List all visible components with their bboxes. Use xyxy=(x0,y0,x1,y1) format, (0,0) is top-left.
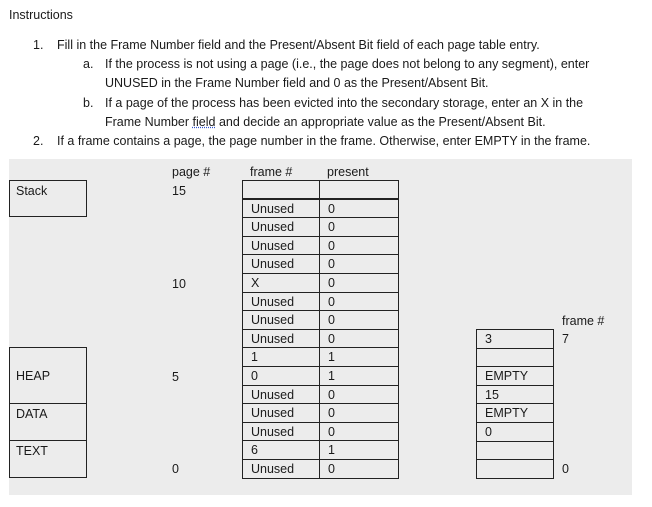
frame-number-cell[interactable]: Unused xyxy=(242,254,320,274)
physical-frame-cell[interactable] xyxy=(476,441,554,461)
present-bit-cell[interactable]: 1 xyxy=(319,440,399,460)
instruction-num: b. xyxy=(83,96,94,110)
physical-frame-cell[interactable] xyxy=(476,348,554,368)
present-header: present xyxy=(327,165,369,179)
instruction-text: UNUSED in the Frame Number field and 0 as the Present/Absent Bit. xyxy=(105,76,489,90)
instruction-num: 2. xyxy=(33,134,44,148)
frame-number-cell[interactable]: Unused xyxy=(242,422,320,442)
physical-frame-cell[interactable]: 0 xyxy=(476,422,554,442)
page-label-15: 15 xyxy=(172,184,186,198)
frame-right-header: frame # xyxy=(562,314,605,328)
frame-number-cell[interactable]: Unused xyxy=(242,459,320,479)
physical-frame-cell[interactable]: EMPTY xyxy=(476,403,554,423)
page-label-10: 10 xyxy=(172,277,186,291)
present-bit-cell[interactable]: 0 xyxy=(319,385,399,405)
frame-number-cell[interactable]: Unused xyxy=(242,403,320,423)
present-bit-cell[interactable]: 0 xyxy=(319,292,399,312)
frame-header: frame # xyxy=(250,165,293,179)
instruction-num: 1. xyxy=(33,38,44,52)
page-label-0: 0 xyxy=(172,462,179,476)
frame-number-cell[interactable]: 6 xyxy=(242,440,320,460)
segment-stack: Stack xyxy=(9,180,87,217)
segment-data: DATA xyxy=(9,403,87,441)
present-bit-cell[interactable]: 0 xyxy=(319,459,399,479)
frame-number-cell[interactable]: Unused xyxy=(242,310,320,330)
frame-label-0: 0 xyxy=(562,462,569,476)
spellcheck-word: field xyxy=(192,115,216,129)
present-bit-cell[interactable]: 0 xyxy=(319,217,399,237)
instruction-text: If the process is not using a page (i.e., the page does not belong to any segment), enter xyxy=(105,57,590,71)
frame-number-cell[interactable]: X xyxy=(242,273,320,293)
present-bit-cell[interactable]: 0 xyxy=(319,254,399,274)
frame-number-cell[interactable]: Unused xyxy=(242,236,320,256)
segment-text: TEXT xyxy=(9,440,87,478)
frame-number-cell[interactable]: 0 xyxy=(242,366,320,386)
frame-number-cell[interactable]: 1 xyxy=(242,347,320,367)
frame-number-cell[interactable]: Unused xyxy=(242,292,320,312)
segment-heap: HEAP xyxy=(9,347,87,404)
frame-number-cell[interactable]: Unused xyxy=(242,329,320,349)
present-bit-cell[interactable]: 0 xyxy=(319,310,399,330)
frame-label-7: 7 xyxy=(562,332,569,346)
physical-frame-cell[interactable]: 15 xyxy=(476,385,554,405)
frame-number-cell[interactable]: Unused xyxy=(242,217,320,237)
physical-frame-cell[interactable]: EMPTY xyxy=(476,366,554,386)
present-bit-cell[interactable] xyxy=(319,180,399,199)
present-bit-cell[interactable]: 0 xyxy=(319,422,399,442)
instruction-num: a. xyxy=(83,57,94,71)
present-bit-cell[interactable]: 1 xyxy=(319,366,399,386)
instruction-text: Frame Number field and decide an appropriate value as the Present/Absent Bit. xyxy=(105,115,546,129)
frame-number-cell[interactable]: Unused xyxy=(242,199,320,219)
present-bit-cell[interactable]: 0 xyxy=(319,199,399,219)
present-bit-cell[interactable]: 1 xyxy=(319,347,399,367)
page-header: page # xyxy=(172,165,211,179)
present-bit-cell[interactable]: 0 xyxy=(319,236,399,256)
frame-number-cell[interactable]: Unused xyxy=(242,385,320,405)
physical-frame-cell[interactable] xyxy=(476,459,554,479)
present-bit-cell[interactable]: 0 xyxy=(319,273,399,293)
present-bit-cell[interactable]: 0 xyxy=(319,329,399,349)
present-bit-cell[interactable]: 0 xyxy=(319,403,399,423)
instruction-text: If a frame contains a page, the page number in the frame. Otherwise, enter EMPTY in the frame. xyxy=(57,134,591,148)
instruction-text: If a page of the process has been evicted into the secondary storage, enter an X in the xyxy=(105,96,584,110)
instruction-text: Fill in the Frame Number field and the Present/Absent Bit field of each page table entry. xyxy=(57,38,540,52)
page-label-5: 5 xyxy=(172,370,179,384)
frame-number-cell[interactable] xyxy=(242,180,320,199)
instructions-title: Instructions xyxy=(9,8,73,22)
physical-frame-cell[interactable]: 3 xyxy=(476,329,554,349)
